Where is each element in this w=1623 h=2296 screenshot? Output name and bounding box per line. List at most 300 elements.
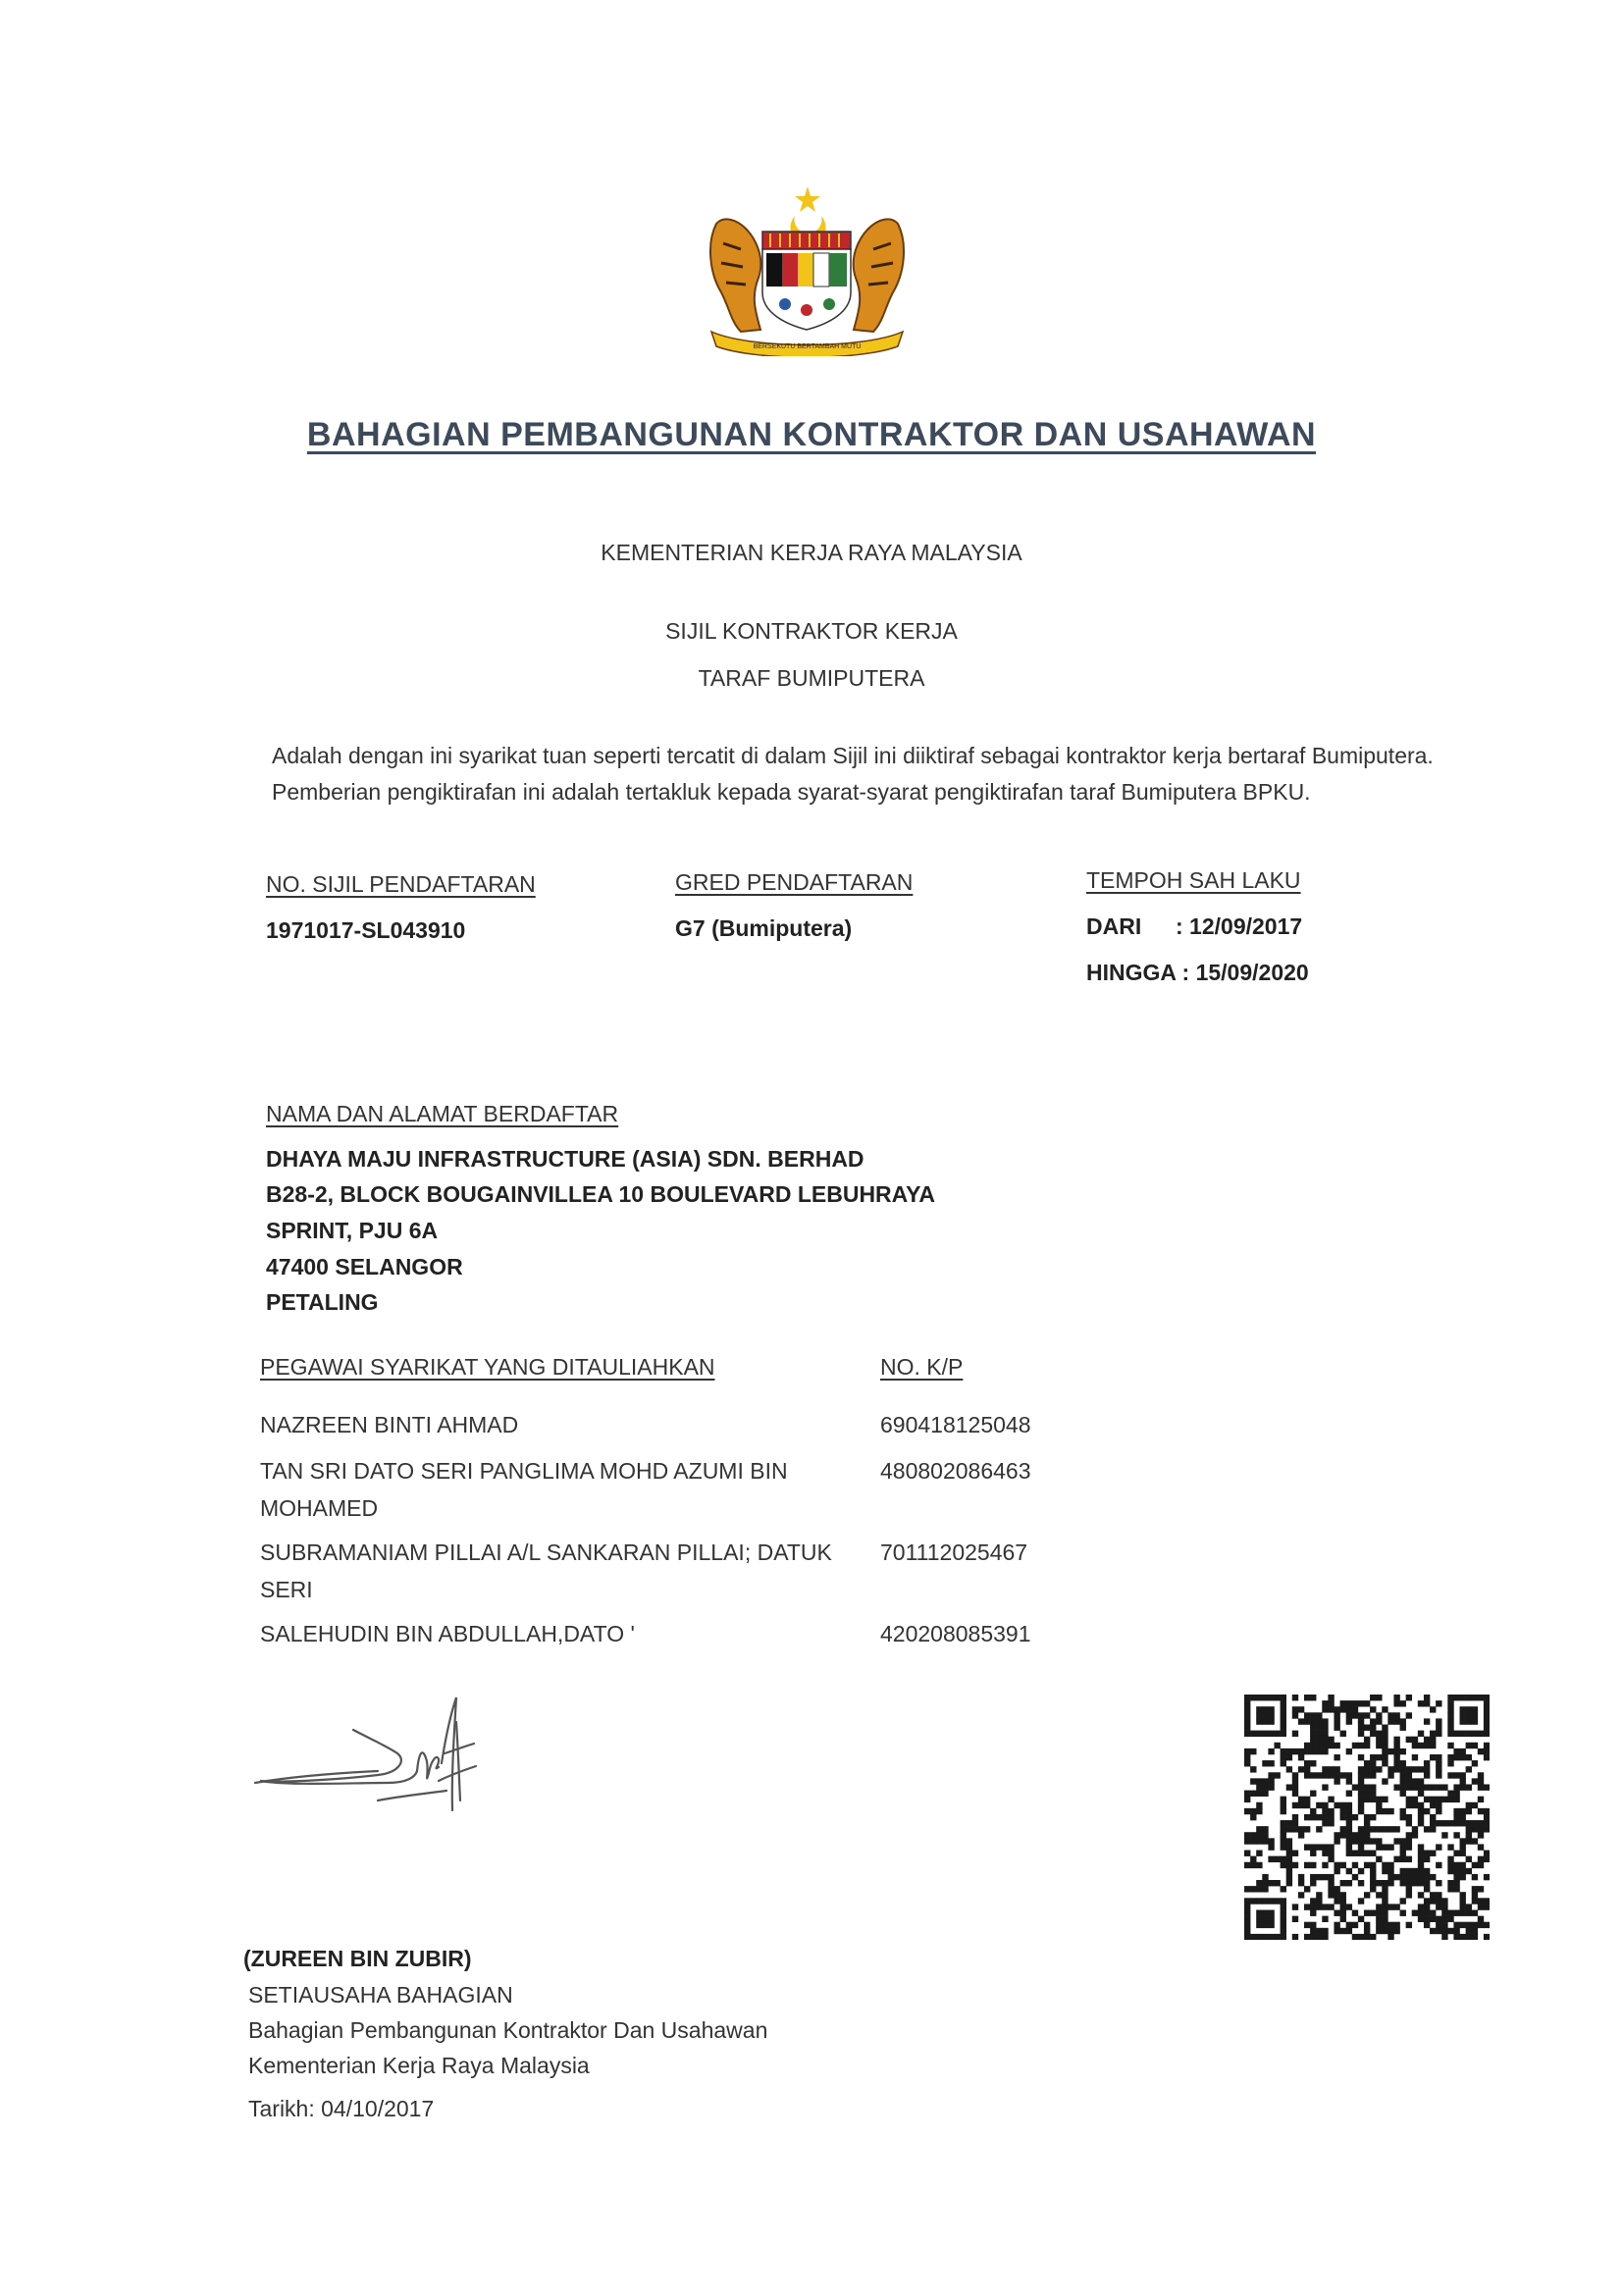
- qr-module: [1460, 1904, 1466, 1909]
- qr-module: [1244, 1862, 1250, 1868]
- qr-module: [1406, 1695, 1412, 1700]
- officer-ic: 690418125048: [880, 1412, 1031, 1437]
- qr-module: [1466, 1743, 1472, 1748]
- qr-module: [1387, 1844, 1393, 1850]
- qr-module: [1418, 1862, 1424, 1868]
- qr-module: [1436, 1724, 1441, 1730]
- qr-module: [1334, 1712, 1339, 1718]
- qr-module: [1334, 1772, 1339, 1778]
- qr-module: [1310, 1743, 1316, 1748]
- qr-module: [1453, 1808, 1459, 1814]
- qr-module: [1436, 1844, 1441, 1850]
- qr-module: [1400, 1718, 1406, 1724]
- qr-module: [1262, 1922, 1268, 1928]
- qr-module: [1447, 1712, 1453, 1718]
- qr-module: [1484, 1706, 1490, 1712]
- qr-module: [1352, 1700, 1358, 1706]
- qr-module: [1376, 1892, 1382, 1898]
- qr-module: [1460, 1851, 1466, 1856]
- qr-module: [1352, 1838, 1358, 1844]
- qr-module: [1310, 1731, 1316, 1737]
- qr-module: [1256, 1784, 1262, 1790]
- qr-module: [1316, 1928, 1322, 1934]
- qr-module: [1406, 1868, 1412, 1874]
- qr-module: [1453, 1928, 1459, 1934]
- qr-module: [1436, 1772, 1441, 1778]
- qr-module: [1250, 1791, 1256, 1797]
- qr-module: [1256, 1910, 1262, 1916]
- qr-module: [1292, 1706, 1298, 1712]
- qr-module: [1412, 1766, 1418, 1772]
- qr-module: [1364, 1724, 1370, 1730]
- qr-module: [1304, 1802, 1310, 1808]
- qr-module: [1358, 1802, 1364, 1808]
- qr-module: [1453, 1797, 1459, 1802]
- qr-module: [1250, 1886, 1256, 1892]
- qr-module: [1310, 1808, 1316, 1814]
- qr-module: [1424, 1808, 1430, 1814]
- qr-module: [1436, 1820, 1441, 1826]
- qr-module: [1304, 1814, 1310, 1820]
- qr-module: [1424, 1718, 1430, 1724]
- qr-module: [1406, 1844, 1412, 1850]
- qr-module: [1400, 1778, 1406, 1784]
- qr-module: [1256, 1826, 1262, 1832]
- qr-module: [1292, 1784, 1298, 1790]
- qr-module: [1484, 1820, 1490, 1826]
- qr-module: [1447, 1760, 1453, 1766]
- qr-module: [1316, 1724, 1322, 1730]
- qr-module: [1322, 1916, 1328, 1922]
- qr-module: [1250, 1695, 1256, 1700]
- qr-module: [1316, 1772, 1322, 1778]
- qr-module: [1382, 1731, 1387, 1737]
- qr-module: [1304, 1862, 1310, 1868]
- qr-module: [1460, 1712, 1466, 1718]
- qr-module: [1472, 1922, 1478, 1928]
- qr-module: [1400, 1784, 1406, 1790]
- qr-module: [1268, 1778, 1274, 1784]
- qr-module: [1322, 1731, 1328, 1737]
- qr-module: [1460, 1731, 1466, 1737]
- qr-module: [1478, 1916, 1484, 1922]
- qr-module: [1304, 1695, 1310, 1700]
- qr-module: [1268, 1898, 1274, 1904]
- qr-module: [1387, 1928, 1393, 1934]
- qr-module: [1244, 1886, 1250, 1892]
- qr-module: [1447, 1910, 1453, 1916]
- qr-module: [1466, 1695, 1472, 1700]
- qr-module: [1453, 1868, 1459, 1874]
- qr-module: [1430, 1826, 1436, 1832]
- qr-module: [1364, 1700, 1370, 1706]
- qr-module: [1256, 1706, 1262, 1712]
- qr-module: [1478, 1797, 1484, 1802]
- qr-module: [1268, 1706, 1274, 1712]
- qr-module: [1256, 1838, 1262, 1844]
- qr-module: [1346, 1748, 1352, 1754]
- qr-module: [1441, 1904, 1447, 1909]
- qr-module: [1262, 1886, 1268, 1892]
- qr-module: [1453, 1934, 1459, 1940]
- qr-module: [1376, 1808, 1382, 1814]
- qr-module: [1460, 1820, 1466, 1826]
- qr-module: [1382, 1808, 1387, 1814]
- qr-module: [1382, 1754, 1387, 1760]
- registration-no-label: NO. SIJIL PENDAFTARAN: [266, 871, 536, 897]
- qr-module: [1370, 1731, 1376, 1737]
- officer-ic: 701112025467: [880, 1539, 1028, 1565]
- qr-module: [1292, 1731, 1298, 1737]
- qr-module: [1340, 1928, 1346, 1934]
- qr-module: [1328, 1808, 1334, 1814]
- qr-module: [1352, 1862, 1358, 1868]
- qr-module: [1436, 1928, 1441, 1934]
- qr-module: [1250, 1814, 1256, 1820]
- qr-module: [1364, 1892, 1370, 1898]
- qr-module: [1412, 1797, 1418, 1802]
- qr-module: [1370, 1814, 1376, 1820]
- qr-module: [1406, 1838, 1412, 1844]
- qr-module: [1346, 1814, 1352, 1820]
- qr-module: [1364, 1791, 1370, 1797]
- qr-module: [1406, 1766, 1412, 1772]
- qr-module: [1292, 1862, 1298, 1868]
- qr-module: [1453, 1791, 1459, 1797]
- qr-module: [1436, 1700, 1441, 1706]
- qr-module: [1376, 1904, 1382, 1909]
- qr-module: [1453, 1886, 1459, 1892]
- qr-module: [1262, 1791, 1268, 1797]
- qr-module: [1286, 1862, 1292, 1868]
- qr-module: [1244, 1808, 1250, 1814]
- qr-module: [1370, 1868, 1376, 1874]
- qr-module: [1472, 1898, 1478, 1904]
- qr-module: [1418, 1743, 1424, 1748]
- qr-module: [1466, 1820, 1472, 1826]
- qr-module: [1364, 1814, 1370, 1820]
- qr-module: [1322, 1808, 1328, 1814]
- qr-module: [1406, 1856, 1412, 1862]
- qr-module: [1460, 1718, 1466, 1724]
- qr-module: [1466, 1731, 1472, 1737]
- qr-module: [1472, 1712, 1478, 1718]
- qr-module: [1453, 1731, 1459, 1737]
- qr-module: [1274, 1743, 1280, 1748]
- qr-module: [1364, 1832, 1370, 1838]
- qr-module: [1346, 1706, 1352, 1712]
- qr-module: [1466, 1826, 1472, 1832]
- qr-module: [1472, 1826, 1478, 1832]
- qr-module: [1424, 1743, 1430, 1748]
- qr-module: [1316, 1712, 1322, 1718]
- qr-module: [1387, 1934, 1393, 1940]
- qr-module: [1244, 1851, 1250, 1856]
- qr-module: [1281, 1695, 1286, 1700]
- qr-module: [1310, 1748, 1316, 1754]
- qr-module: [1364, 1797, 1370, 1802]
- qr-module: [1316, 1748, 1322, 1754]
- qr-module: [1412, 1910, 1418, 1916]
- qr-module: [1430, 1797, 1436, 1802]
- qr-module: [1466, 1832, 1472, 1838]
- qr-module: [1472, 1802, 1478, 1808]
- qr-module: [1268, 1838, 1274, 1844]
- qr-module: [1472, 1928, 1478, 1934]
- qr-module: [1484, 1718, 1490, 1724]
- qr-module: [1322, 1874, 1328, 1880]
- qr-module: [1484, 1898, 1490, 1904]
- qr-module: [1382, 1886, 1387, 1892]
- qr-module: [1250, 1778, 1256, 1784]
- qr-module: [1310, 1737, 1316, 1743]
- qr-module: [1310, 1791, 1316, 1797]
- qr-module: [1328, 1695, 1334, 1700]
- qr-code: [1244, 1695, 1490, 1940]
- qr-module: [1453, 1874, 1459, 1880]
- qr-module: [1334, 1868, 1339, 1874]
- qr-module: [1441, 1922, 1447, 1928]
- qr-module: [1478, 1748, 1484, 1754]
- qr-module: [1382, 1737, 1387, 1743]
- qr-module: [1281, 1886, 1286, 1892]
- qr-module: [1262, 1916, 1268, 1922]
- qr-module: [1484, 1748, 1490, 1754]
- qr-module: [1436, 1922, 1441, 1928]
- qr-module: [1244, 1791, 1250, 1797]
- qr-module: [1370, 1760, 1376, 1766]
- qr-module: [1292, 1778, 1298, 1784]
- qr-module: [1466, 1838, 1472, 1844]
- qr-module: [1244, 1700, 1250, 1706]
- qr-module: [1268, 1695, 1274, 1700]
- qr-module: [1352, 1910, 1358, 1916]
- qr-module: [1387, 1748, 1393, 1754]
- qr-module: [1340, 1731, 1346, 1737]
- qr-module: [1298, 1802, 1304, 1808]
- qr-module: [1382, 1892, 1387, 1898]
- qr-module: [1387, 1874, 1393, 1880]
- qr-module: [1262, 1760, 1268, 1766]
- qr-module: [1292, 1802, 1298, 1808]
- qr-module: [1310, 1695, 1316, 1700]
- page-title: BAHAGIAN PEMBANGUNAN KONTRAKTOR DAN USAHAWAN: [306, 416, 1317, 453]
- qr-module: [1268, 1718, 1274, 1724]
- qr-module: [1441, 1784, 1447, 1790]
- qr-module: [1364, 1772, 1370, 1778]
- qr-module: [1453, 1814, 1459, 1820]
- qr-module: [1352, 1706, 1358, 1712]
- qr-module: [1292, 1772, 1298, 1778]
- qr-module: [1298, 1766, 1304, 1772]
- qr-module: [1340, 1898, 1346, 1904]
- qr-module: [1370, 1886, 1376, 1892]
- qr-module: [1328, 1820, 1334, 1826]
- qr-module: [1281, 1700, 1286, 1706]
- qr-module: [1430, 1802, 1436, 1808]
- qr-module: [1382, 1862, 1387, 1868]
- qr-module: [1393, 1904, 1399, 1909]
- qr-module: [1256, 1731, 1262, 1737]
- qr-module: [1484, 1934, 1490, 1940]
- qr-module: [1304, 1772, 1310, 1778]
- qr-module: [1400, 1844, 1406, 1850]
- qr-module: [1418, 1802, 1424, 1808]
- qr-module: [1346, 1904, 1352, 1909]
- qr-module: [1484, 1874, 1490, 1880]
- qr-module: [1316, 1874, 1322, 1880]
- qr-module: [1393, 1748, 1399, 1754]
- qr-module: [1387, 1880, 1393, 1886]
- qr-module: [1310, 1934, 1316, 1940]
- qr-module: [1304, 1712, 1310, 1718]
- signatory-ministry: Kementerian Kerja Raya Malaysia: [248, 2053, 590, 2078]
- signatory-name: (ZUREEN BIN ZUBIR): [243, 1946, 472, 1971]
- qr-module: [1340, 1832, 1346, 1838]
- qr-module: [1382, 1797, 1387, 1802]
- qr-module: [1436, 1766, 1441, 1772]
- qr-module: [1424, 1904, 1430, 1909]
- qr-module: [1466, 1868, 1472, 1874]
- qr-module: [1484, 1731, 1490, 1737]
- qr-module: [1322, 1802, 1328, 1808]
- qr-module: [1250, 1748, 1256, 1754]
- qr-module: [1412, 1778, 1418, 1784]
- certificate-status: TARAF BUMIPUTERA: [698, 665, 925, 691]
- qr-module: [1472, 1820, 1478, 1826]
- qr-module: [1340, 1826, 1346, 1832]
- qr-module: [1382, 1928, 1387, 1934]
- qr-module: [1352, 1874, 1358, 1880]
- qr-module: [1310, 1844, 1316, 1850]
- qr-module: [1346, 1880, 1352, 1886]
- qr-module: [1328, 1766, 1334, 1772]
- qr-module: [1334, 1718, 1339, 1724]
- qr-module: [1281, 1748, 1286, 1754]
- qr-module: [1304, 1886, 1310, 1892]
- qr-module: [1424, 1737, 1430, 1743]
- qr-module: [1460, 1844, 1466, 1850]
- qr-module: [1328, 1851, 1334, 1856]
- qr-module: [1292, 1695, 1298, 1700]
- qr-module: [1310, 1904, 1316, 1909]
- qr-module: [1447, 1772, 1453, 1778]
- qr-module: [1447, 1856, 1453, 1862]
- qr-module: [1281, 1838, 1286, 1844]
- qr-module: [1334, 1743, 1339, 1748]
- qr-module: [1424, 1922, 1430, 1928]
- qr-module: [1472, 1743, 1478, 1748]
- qr-module: [1358, 1838, 1364, 1844]
- qr-module: [1322, 1772, 1328, 1778]
- qr-module: [1316, 1934, 1322, 1940]
- qr-module: [1340, 1802, 1346, 1808]
- qr-module: [1376, 1695, 1382, 1700]
- qr-module: [1250, 1808, 1256, 1814]
- qr-module: [1418, 1892, 1424, 1898]
- qr-module: [1268, 1844, 1274, 1850]
- qr-module: [1478, 1862, 1484, 1868]
- qr-module: [1328, 1814, 1334, 1820]
- qr-module: [1346, 1712, 1352, 1718]
- qr-module: [1250, 1856, 1256, 1862]
- qr-module: [1418, 1700, 1424, 1706]
- qr-module: [1281, 1928, 1286, 1934]
- qr-module: [1382, 1910, 1387, 1916]
- qr-module: [1292, 1748, 1298, 1754]
- qr-module: [1358, 1851, 1364, 1856]
- qr-module: [1484, 1700, 1490, 1706]
- qr-module: [1424, 1784, 1430, 1790]
- qr-module: [1430, 1851, 1436, 1856]
- qr-module: [1478, 1832, 1484, 1838]
- qr-module: [1387, 1766, 1393, 1772]
- qr-module: [1400, 1880, 1406, 1886]
- qr-module: [1298, 1826, 1304, 1832]
- qr-module: [1298, 1706, 1304, 1712]
- qr-module: [1412, 1880, 1418, 1886]
- qr-module: [1298, 1892, 1304, 1898]
- qr-module: [1484, 1808, 1490, 1814]
- qr-module: [1400, 1856, 1406, 1862]
- qr-module: [1256, 1802, 1262, 1808]
- qr-module: [1281, 1832, 1286, 1838]
- qr-module: [1334, 1910, 1339, 1916]
- qr-module: [1484, 1814, 1490, 1820]
- qr-module: [1370, 1695, 1376, 1700]
- qr-module: [1364, 1928, 1370, 1934]
- qr-module: [1393, 1700, 1399, 1706]
- qr-module: [1484, 1724, 1490, 1730]
- qr-module: [1436, 1784, 1441, 1790]
- qr-module: [1322, 1904, 1328, 1909]
- qr-module: [1268, 1910, 1274, 1916]
- qr-module: [1274, 1880, 1280, 1886]
- qr-module: [1393, 1784, 1399, 1790]
- qr-module: [1447, 1862, 1453, 1868]
- qr-module: [1376, 1838, 1382, 1844]
- qr-module: [1274, 1934, 1280, 1940]
- qr-module: [1370, 1826, 1376, 1832]
- qr-module: [1447, 1754, 1453, 1760]
- qr-module: [1453, 1772, 1459, 1778]
- qr-module: [1304, 1766, 1310, 1772]
- qr-module: [1430, 1910, 1436, 1916]
- company-address-line: B28-2, BLOCK BOUGAINVILLEA 10 BOULEVARD LEBUHRAYA: [266, 1181, 936, 1207]
- qr-module: [1447, 1880, 1453, 1886]
- qr-module: [1424, 1880, 1430, 1886]
- qr-module: [1328, 1737, 1334, 1743]
- qr-module: [1387, 1808, 1393, 1814]
- qr-module: [1424, 1886, 1430, 1892]
- qr-module: [1478, 1826, 1484, 1832]
- qr-module: [1478, 1784, 1484, 1790]
- qr-module: [1382, 1898, 1387, 1904]
- qr-module: [1393, 1718, 1399, 1724]
- qr-module: [1322, 1737, 1328, 1743]
- qr-module: [1382, 1904, 1387, 1909]
- qr-module: [1418, 1820, 1424, 1826]
- qr-module: [1340, 1814, 1346, 1820]
- qr-module: [1430, 1874, 1436, 1880]
- qr-module: [1376, 1844, 1382, 1850]
- qr-module: [1441, 1916, 1447, 1922]
- qr-module: [1346, 1832, 1352, 1838]
- qr-module: [1370, 1791, 1376, 1797]
- qr-module: [1268, 1772, 1274, 1778]
- qr-module: [1447, 1700, 1453, 1706]
- qr-module: [1400, 1808, 1406, 1814]
